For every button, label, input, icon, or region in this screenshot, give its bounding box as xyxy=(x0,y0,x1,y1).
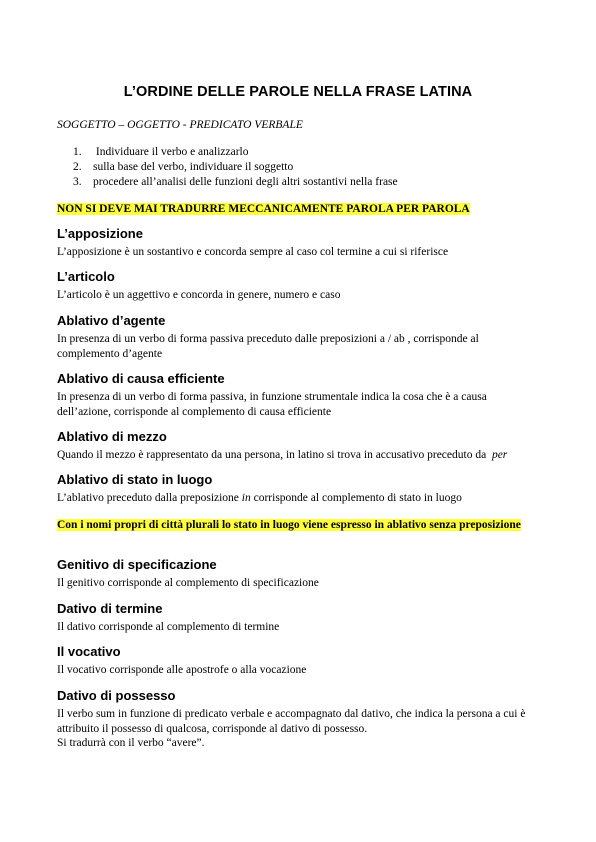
section-heading: Dativo di possesso xyxy=(57,688,176,703)
steps-list xyxy=(57,145,398,190)
section-apposizione xyxy=(57,226,543,260)
section-text: Il genitivo corrisponde al complemento di specificazione xyxy=(57,577,319,589)
list-item-text: sulla base del verbo, individuare il soggetto xyxy=(93,161,294,173)
section-heading: Ablativo d’agente xyxy=(57,313,166,328)
section-text: Il dativo corrisponde al complemento di termine xyxy=(57,621,280,633)
section-heading: Ablativo di mezzo xyxy=(57,429,167,444)
section-heading: Genitivo di specificazione xyxy=(57,557,217,572)
section-ablativo-agente xyxy=(57,313,543,361)
section-ablativo-stato-luogo xyxy=(57,472,543,506)
section-text: L’ablativo preceduto dalla preposizione in corrisponde al complemento di stato in luogo xyxy=(57,492,462,504)
page-title: L’ORDINE DELLE PAROLE NELLA FRASE LATINA xyxy=(123,84,473,100)
section-text: Quando il mezzo è rappresentato da una persona, in latino si trova in accusativo preceduto da per xyxy=(57,449,508,461)
list-item-text: procedere all’analisi delle funzioni degli altri sostantivi nella frase xyxy=(93,176,398,188)
section-ablativo-mezzo xyxy=(57,429,543,463)
list-number: 3. xyxy=(73,176,82,188)
highlighted-note-text: Con i nomi propri di città plurali lo stato in luogo viene espresso in ablativo senza preposizione xyxy=(57,519,521,531)
list-item-text: Individuare il verbo e analizzarlo xyxy=(93,146,249,158)
highlighted-note xyxy=(57,516,537,533)
list-item xyxy=(57,145,398,160)
section-heading: Ablativo di stato in luogo xyxy=(57,472,213,487)
list-item xyxy=(57,175,398,190)
section-heading: L’apposizione xyxy=(57,226,143,241)
section-text: In presenza di un verbo di forma passiva, in funzione strumentale indica la cosa che è a causa dell’azione, corrisponde al complemento di causa efficiente xyxy=(57,391,487,418)
section-text: L’articolo è un aggettivo e concorda in genere, numero e caso xyxy=(57,289,341,301)
subtitle: SOGGETTO – OGGETTO - PREDICATO VERBALE xyxy=(57,119,303,131)
section-heading: Dativo di termine xyxy=(57,601,163,616)
section-vocativo xyxy=(57,644,543,678)
section-dativo-termine xyxy=(57,601,543,635)
section-text: In presenza di un verbo di forma passiva preceduto dalle preposizioni a / ab , corrisponde al complemento d’agente xyxy=(57,333,479,360)
section-heading: Ablativo di causa efficiente xyxy=(57,371,225,386)
list-item xyxy=(57,160,398,175)
section-heading: Il vocativo xyxy=(57,644,121,659)
section-dativo-possesso xyxy=(57,688,543,751)
list-number: 1. xyxy=(73,146,82,158)
section-text: Il vocativo corrisponde alle apostrofe o alla vocazione xyxy=(57,664,307,676)
section-articolo xyxy=(57,269,543,303)
section-heading: L’articolo xyxy=(57,269,115,284)
highlighted-warning-text: NON SI DEVE MAI TRADURRE MECCANICAMENTE PAROLA PER PAROLA xyxy=(57,203,470,215)
list-number: 2. xyxy=(73,161,82,173)
section-genitivo-specificazione xyxy=(57,557,543,591)
section-text: Il verbo sum in funzione di predicato verbale e accompagnato dal dativo, che indica la persona a cui è attribuito il possesso di qualcosa, corrisponde al dativo di possesso. xyxy=(57,708,526,735)
section-text: L’apposizione è un sostantivo e concorda sempre al caso col termine a cui si riferisce xyxy=(57,246,449,258)
highlighted-warning xyxy=(57,200,470,217)
section-text-2: Si tradurrà con il verbo “avere”. xyxy=(57,737,205,750)
section-ablativo-causa-efficiente xyxy=(57,371,543,419)
